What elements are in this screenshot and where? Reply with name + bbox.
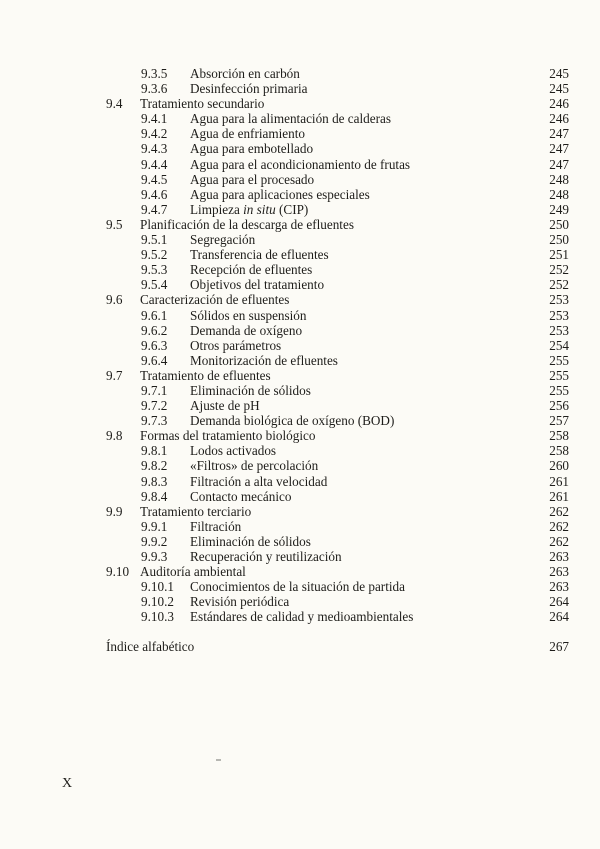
toc-item-title: Auditoría ambiental	[140, 564, 246, 580]
toc-item-page: 260	[549, 458, 569, 474]
toc-row	[0, 202, 600, 217]
toc-item-title: Agua para aplicaciones especiales	[190, 186, 370, 202]
toc-item-number: 9.4	[106, 96, 123, 112]
toc-item-number: 9.6	[106, 292, 123, 308]
toc-item-title: Formas del tratamiento biológico	[140, 428, 316, 444]
toc-row	[0, 594, 600, 609]
toc-row	[0, 66, 600, 81]
toc-item-title: Contacto mecánico	[190, 488, 292, 504]
toc-item-title: Limpieza in situ (CIP)	[190, 201, 309, 217]
toc-item-number: 9.8.4	[141, 488, 168, 504]
toc-row	[0, 504, 600, 519]
toc-row	[0, 579, 600, 594]
toc-item-page: 247	[549, 141, 569, 157]
toc-item-page: 264	[549, 609, 569, 625]
toc-item-page: 248	[549, 186, 569, 202]
toc-row	[0, 292, 600, 307]
toc-item-title: Estándares de calidad y medioambientales	[190, 609, 414, 625]
toc-item-page: 257	[549, 413, 569, 429]
toc-row	[0, 247, 600, 262]
toc-row	[0, 368, 600, 383]
toc-item-number: 9.10	[106, 564, 130, 580]
toc-item-page: 263	[549, 564, 569, 580]
toc-item-number: 9.10.1	[141, 579, 174, 595]
toc-item-title: Recepción de efluentes	[190, 262, 313, 278]
toc-item-title: Agua para embotellado	[190, 141, 314, 157]
toc-item-title: Tratamiento terciario	[140, 503, 252, 519]
toc-item-page: 247	[549, 156, 569, 172]
toc-item-page: 255	[549, 382, 569, 398]
toc-row	[0, 474, 600, 489]
toc-item-page: 264	[549, 594, 569, 610]
toc-item-number: 9.9.3	[141, 549, 168, 564]
toc-item-number: 9.8.2	[141, 458, 168, 474]
toc-item-number: 9.9	[106, 503, 123, 519]
toc-item-page: 246	[549, 111, 569, 127]
toc-item-number: 9.5.1	[141, 232, 168, 248]
toc-row	[0, 96, 600, 111]
toc-item-page: 263	[549, 549, 569, 564]
toc-item-page: 261	[549, 488, 569, 504]
toc-item-title: Conocimientos de la situación de partida	[190, 579, 405, 595]
toc-row	[0, 398, 600, 413]
toc-item-page: 250	[549, 216, 569, 232]
toc-item-number: 9.3.6	[141, 81, 168, 97]
toc-row	[0, 126, 600, 141]
toc-row	[0, 639, 600, 654]
scan-speck	[216, 759, 221, 761]
toc-row	[0, 323, 600, 338]
toc-item-number: 9.9.2	[141, 533, 168, 549]
toc-row	[0, 81, 600, 96]
toc-item-number: 9.10.3	[141, 609, 174, 625]
toc-item-page: 258	[549, 428, 569, 444]
toc-row	[0, 111, 600, 126]
toc-item-page: 252	[549, 262, 569, 278]
toc-item-page: 262	[549, 518, 569, 534]
toc-item-title: Desinfección primaria	[190, 81, 308, 97]
toc-row	[0, 519, 600, 534]
toc-item-page: 254	[549, 337, 569, 353]
toc-row	[0, 157, 600, 172]
toc-row	[0, 413, 600, 428]
toc-item-number: 9.4.3	[141, 141, 168, 157]
toc-item-title: Monitorización de efluentes	[190, 352, 338, 368]
toc-item-title: Filtración a alta velocidad	[190, 473, 328, 489]
toc-row	[0, 187, 600, 202]
toc-item-number: 9.7	[106, 367, 123, 383]
toc-row	[0, 277, 600, 292]
toc-item-number: 9.5.4	[141, 277, 168, 293]
toc-row	[0, 172, 600, 187]
toc-row	[0, 232, 600, 247]
toc-item-page: 262	[549, 503, 569, 519]
toc-row	[0, 308, 600, 323]
toc-row	[0, 549, 600, 564]
toc-row	[0, 458, 600, 473]
toc-item-page: 253	[549, 292, 569, 308]
toc-item-title: Agua para la alimentación de calderas	[190, 111, 392, 127]
toc-item-number: 9.5.2	[141, 247, 168, 263]
toc-item-page: 267	[549, 639, 569, 655]
toc-item-title: Revisión periódica	[190, 594, 290, 610]
toc-item-title: Objetivos del tratamiento	[190, 277, 325, 293]
toc-item-title: Tratamiento secundario	[140, 96, 265, 112]
toc-item-number: 9.7.1	[141, 382, 168, 398]
toc-item-page: 263	[549, 579, 569, 595]
toc-item-number: 9.9.1	[141, 518, 168, 534]
toc-item-title: Eliminación de sólidos	[190, 382, 311, 398]
toc-item-title: Caracterización de efluentes	[140, 292, 290, 308]
toc-row	[0, 262, 600, 277]
toc-item-number: 9.5	[106, 216, 123, 232]
toc-item-title: Planificación de la descarga de efluentes	[140, 216, 354, 232]
toc-item-title: Demanda de oxígeno	[190, 322, 303, 338]
toc-item-title: Filtración	[190, 518, 242, 534]
toc-item-number: 9.4.5	[141, 171, 168, 187]
toc-item-number: 9.6.3	[141, 337, 168, 353]
toc-item-page: 261	[549, 473, 569, 489]
toc-item-number: 9.8.3	[141, 473, 168, 489]
toc-item-page: 245	[549, 81, 569, 97]
toc-item-title: Agua para el acondicionamiento de frutas	[190, 156, 411, 172]
toc-item-number: 9.4.7	[141, 201, 168, 217]
toc-item-number: 9.4.1	[141, 111, 168, 127]
toc-item-number: 9.7.2	[141, 398, 168, 414]
toc-row	[0, 489, 600, 504]
toc-item-title: Segregación	[190, 232, 256, 248]
toc-item-number: 9.7.3	[141, 413, 168, 429]
toc-item-page: 258	[549, 443, 569, 459]
toc-item-title: Sólidos en suspensión	[190, 307, 307, 323]
toc-item-title: Lodos activados	[190, 443, 277, 459]
toc-item-title: Eliminación de sólidos	[190, 533, 311, 549]
toc-item-number: 9.6.2	[141, 322, 168, 338]
toc-item-title: «Filtros» de percolación	[190, 458, 319, 474]
toc-item-page: 250	[549, 232, 569, 248]
toc-item-title: Recuperación y reutilización	[190, 549, 342, 564]
toc-row	[0, 383, 600, 398]
toc-item-page: 262	[549, 533, 569, 549]
toc-item-page: 253	[549, 307, 569, 323]
toc-row	[0, 534, 600, 549]
toc-item-page: 249	[549, 201, 569, 217]
toc-item-page: 253	[549, 322, 569, 338]
toc-item-title: Demanda biológica de oxígeno (BOD)	[190, 413, 395, 429]
toc-item-page: 245	[549, 66, 569, 81]
toc-item-number: 9.6.1	[141, 307, 168, 323]
toc-row	[0, 141, 600, 156]
toc-item-number: 9.8	[106, 428, 123, 444]
toc-item-title: Otros parámetros	[190, 337, 282, 353]
toc-row	[0, 428, 600, 443]
toc-item-title: Transferencia de efluentes	[190, 247, 329, 263]
toc-item-title: Absorción en carbón	[190, 66, 300, 81]
toc-item-page: 251	[549, 247, 569, 263]
toc-row	[0, 338, 600, 353]
toc-row	[0, 609, 600, 624]
toc-item-title: Agua para el procesado	[190, 171, 315, 187]
toc-item-page: 252	[549, 277, 569, 293]
toc-row	[0, 443, 600, 458]
toc-item-number: 9.4.2	[141, 126, 168, 142]
toc-list	[0, 66, 600, 655]
toc-item-title: Índice alfabético	[106, 639, 195, 655]
toc-item-number: 9.4.6	[141, 186, 168, 202]
toc-item-page: 255	[549, 352, 569, 368]
toc-item-title: Agua de enfriamiento	[190, 126, 305, 142]
toc-item-number: 9.5.3	[141, 262, 168, 278]
toc-item-page: 247	[549, 126, 569, 142]
toc-item-title: Ajuste de pH	[190, 398, 260, 414]
toc-item-number: 9.10.2	[141, 594, 174, 610]
toc-item-number: 9.3.5	[141, 66, 168, 81]
toc-item-page: 256	[549, 398, 569, 414]
toc-item-number: 9.4.4	[141, 156, 168, 172]
toc-row	[0, 564, 600, 579]
toc-item-page: 248	[549, 171, 569, 187]
toc-row	[0, 353, 600, 368]
toc-item-page: 255	[549, 367, 569, 383]
toc-item-title: Tratamiento de efluentes	[140, 367, 271, 383]
toc-item-number: 9.8.1	[141, 443, 168, 459]
toc-item-page: 246	[549, 96, 569, 112]
page-footer-number: X	[62, 776, 73, 791]
toc-item-number: 9.6.4	[141, 352, 168, 368]
toc-row	[0, 217, 600, 232]
